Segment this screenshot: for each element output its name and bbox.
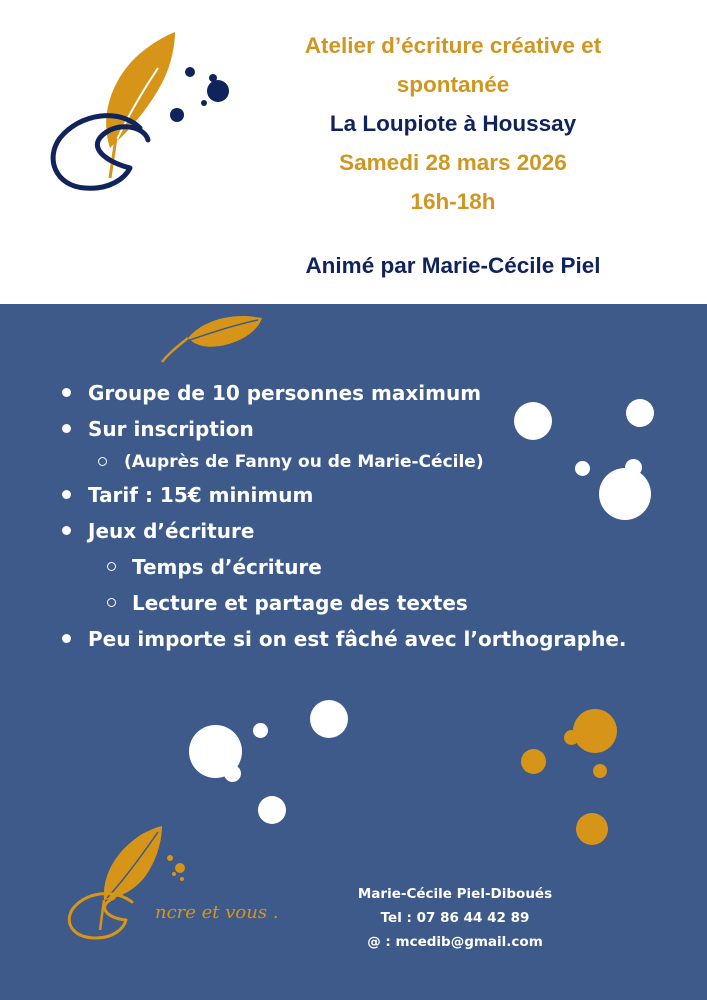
list-item: Peu importe si on est fâché avec l’orthographe. <box>60 621 700 657</box>
event-venue: La Loupiote à Houssay <box>329 111 577 136</box>
ring-bullet-icon <box>107 562 116 571</box>
logo-text: ncre et vous . <box>155 902 279 923</box>
ring-bullet-icon <box>98 457 107 466</box>
list-item: Jeux d’écriture <box>60 513 700 549</box>
list-item: Tarif : 15€ minimum <box>60 477 700 513</box>
ink-dot-icon <box>514 402 552 440</box>
sub-list-item: Lecture et partage des textes <box>60 585 700 621</box>
ink-dot-icon <box>224 765 241 782</box>
ink-dot-icon <box>564 730 579 745</box>
bullet-icon <box>62 634 71 643</box>
ink-logo-icon <box>62 822 312 952</box>
bullet-icon <box>62 424 71 433</box>
ink-dot-icon <box>310 700 348 738</box>
list-item: Sur inscription <box>60 411 700 447</box>
event-title-line1: Atelier d’écriture créative et <box>304 33 602 58</box>
sub-list-item: (Auprès de Fanny ou de Marie-Cécile) <box>60 447 700 477</box>
ink-dot-icon <box>626 399 654 427</box>
bullet-icon <box>62 526 71 535</box>
ink-dot-icon <box>573 709 617 753</box>
sub-list-item: Temps d’écriture <box>60 549 700 585</box>
ink-dot-icon <box>521 749 546 774</box>
event-title-line2: spontanée <box>396 72 510 97</box>
quill-logo-icon <box>40 28 240 198</box>
event-title-block <box>248 26 658 221</box>
ink-dot-icon <box>253 723 268 738</box>
contact-block <box>330 882 580 954</box>
bullet-icon <box>62 490 71 499</box>
ink-dot-icon <box>258 796 286 824</box>
feather-icon <box>158 310 270 366</box>
event-animator: Animé par Marie-Cécile Piel <box>305 253 601 278</box>
ink-dot-icon <box>576 813 608 845</box>
ring-bullet-icon <box>107 598 116 607</box>
contact-phone: Tel : 07 86 44 42 89 <box>380 910 530 926</box>
bullet-icon <box>62 388 71 397</box>
contact-email: @ : mcedib@gmail.com <box>367 934 543 950</box>
contact-name: Marie-Cécile Piel-Diboués <box>357 886 553 902</box>
event-time: 16h-18h <box>410 189 496 214</box>
list-item: Groupe de 10 personnes maximum <box>60 375 700 411</box>
ink-dot-icon <box>575 461 590 476</box>
ink-dot-icon <box>593 764 607 778</box>
event-date: Samedi 28 mars 2026 <box>339 150 567 175</box>
ink-dot-icon <box>599 468 651 520</box>
header-section <box>0 0 707 304</box>
details-list <box>60 375 700 657</box>
